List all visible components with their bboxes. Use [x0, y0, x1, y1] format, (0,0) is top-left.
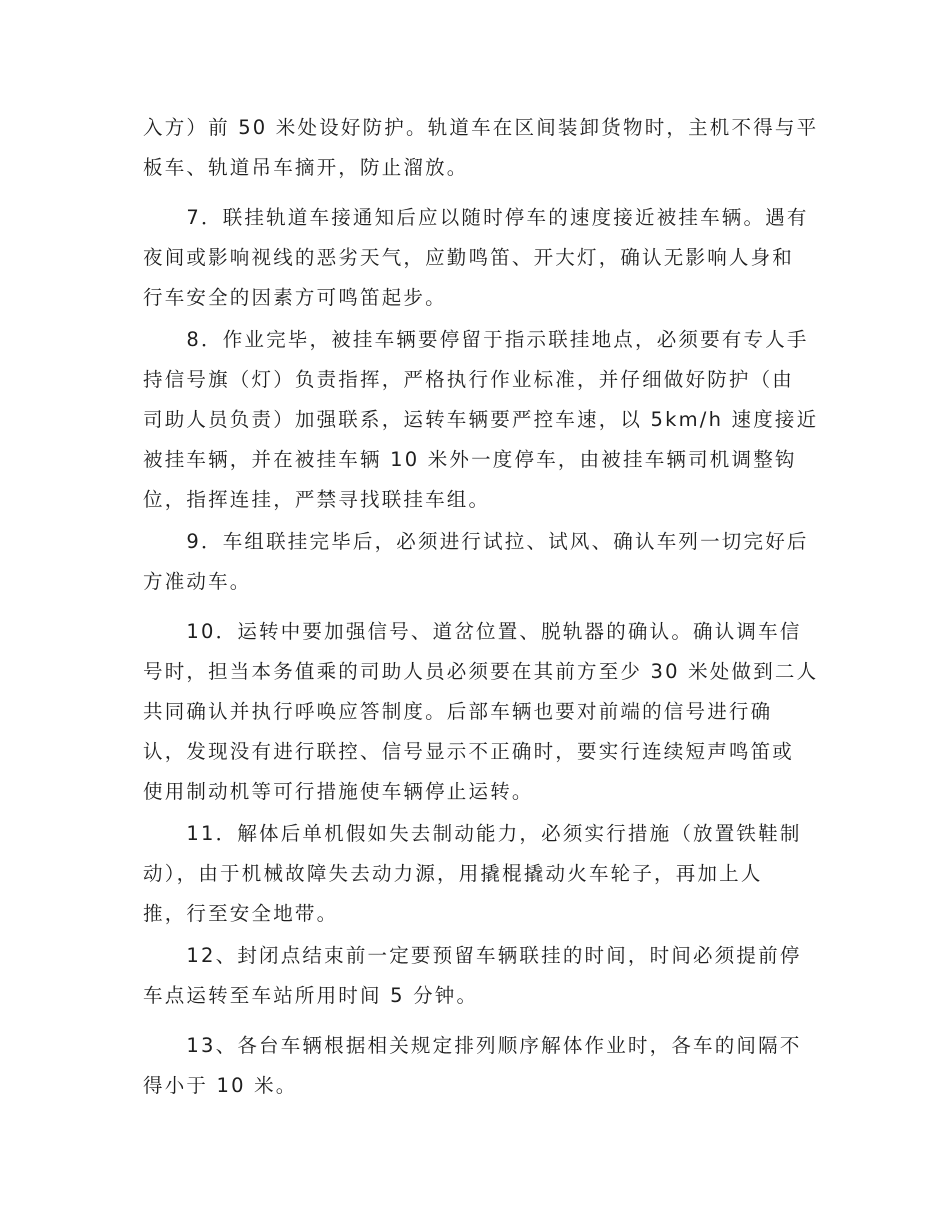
text-line: 得小于 10 米。	[143, 1074, 298, 1097]
paragraph-13	[143, 1026, 823, 1106]
text-line: 被挂车辆，并在被挂车辆 10 米外一度停车，由被挂车辆司机调整钩	[143, 448, 797, 471]
text-line: 使用制动机等可行措施使车辆停止运转。	[143, 780, 534, 803]
text-line: 司助人员负责）加强联系，运转车辆要严控车速，以 5km/h 速度接近	[143, 408, 819, 431]
text-line: 8．作业完毕，被挂车辆要停留于指示联挂地点，必须要有专人手	[143, 328, 809, 351]
text-line: 板车、轨道吊车摘开，防止溜放。	[143, 156, 469, 179]
text-line: 行车安全的因素方可鸣笛起步。	[143, 286, 447, 309]
paragraph-7	[143, 198, 823, 318]
text-line: 13、各台车辆根据相关规定排列顺序解体作业时，各车的间隔不	[143, 1034, 802, 1057]
text-line: 夜间或影响视线的恶劣天气，应勤鸣笛、开大灯，确认无影响人身和	[143, 246, 795, 269]
text-line: 车点运转至车站所用时间 5 分钟。	[143, 984, 479, 1007]
paragraph-11	[143, 814, 823, 934]
paragraph-8	[143, 320, 823, 520]
text-line: 共同确认并执行呼唤应答制度。后部车辆也要对前端的信号进行确	[143, 700, 773, 723]
text-line: 10．运转中要加强信号、道岔位置、脱轨器的确认。确认调车信	[143, 620, 802, 643]
text-line: 持信号旗（灯）负责指挥，严格执行作业标准，并仔细做好防护（由	[143, 368, 795, 391]
text-line: 方准动车。	[143, 570, 252, 593]
text-line: 动），由于机械故障失去动力源，用撬棍撬动火车轮子，再加上人	[143, 862, 763, 885]
text-line: 入方）前 50 米处设好防护。轨道车在区间装卸货物时，主机不得与平	[143, 116, 819, 139]
text-line: 11．解体后单机假如失去制动能力，必须实行措施（放置铁鞋制	[143, 822, 802, 845]
paragraph-12	[143, 936, 823, 1016]
text-line: 认，发现没有进行联控、信号显示不正确时，要实行连续短声鸣笛或	[143, 740, 795, 763]
text-line: 7．联挂轨道车接通知后应以随时停车的速度接近被挂车辆。遇有	[143, 206, 809, 229]
text-line: 推，行至安全地带。	[143, 902, 339, 925]
text-line: 12、封闭点结束前一定要预留车辆联挂的时间，时间必须提前停	[143, 944, 802, 967]
paragraph-10	[143, 612, 823, 812]
paragraph-9	[143, 522, 823, 602]
text-line: 位，指挥连挂，严禁寻找联挂车组。	[143, 488, 491, 511]
text-line: 9．车组联挂完毕后，必须进行试拉、试风、确认车列一切完好后	[143, 530, 809, 553]
text-line: 号时，担当本务值乘的司助人员必须要在其前方至少 30 米处做到二人	[143, 660, 819, 683]
paragraph-continued	[143, 108, 823, 188]
